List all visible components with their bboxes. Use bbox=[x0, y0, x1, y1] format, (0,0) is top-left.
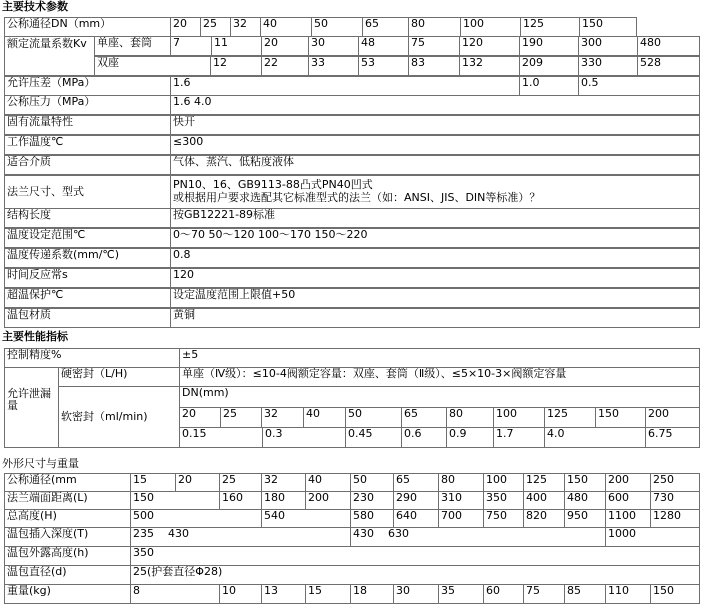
dn-value: 32 bbox=[230, 17, 261, 37]
total-height-value: 640 bbox=[393, 509, 439, 528]
total-height-value: 950 bbox=[564, 509, 606, 528]
kv-double-value: 209 bbox=[519, 56, 579, 76]
soft-seal-label: 软密封（ml/min) bbox=[58, 386, 180, 448]
size-dn-value: 150 bbox=[564, 473, 606, 492]
soft-dn-value: 200 bbox=[645, 407, 700, 428]
kv-double-value: 83 bbox=[408, 56, 460, 76]
bulb-material-value: 黄铜 bbox=[170, 308, 700, 328]
soft-dn-value: 125 bbox=[544, 407, 596, 428]
size-dn-value: 15 bbox=[130, 473, 176, 492]
flange-distance-value: 600 bbox=[605, 491, 651, 510]
dn-value: 125 bbox=[520, 17, 580, 37]
flange-distance-value: 730 bbox=[650, 491, 700, 510]
size-dn-value: 32 bbox=[261, 473, 306, 492]
temp-range-label: 温度设定范围℃ bbox=[4, 228, 171, 248]
total-height-value: 750 bbox=[483, 509, 524, 528]
pn-label: 公称压力（MPa） bbox=[4, 95, 171, 115]
allow-dp-value: 0.5 bbox=[578, 76, 700, 96]
soft-dn-value: 32 bbox=[261, 407, 304, 428]
section-title: 外形尺寸与重量 bbox=[2, 457, 79, 470]
weight-value: 18 bbox=[350, 584, 394, 604]
total-height-value: 580 bbox=[350, 509, 394, 528]
kv-double-value: 132 bbox=[459, 56, 520, 76]
dn-value: 20 bbox=[170, 17, 201, 37]
media-value: 气体、蒸汽、低粘度液体 bbox=[170, 155, 700, 175]
single-seat-label: 单座、套筒 bbox=[94, 36, 171, 56]
size-dn-value: 100 bbox=[483, 473, 524, 492]
flange-distance-value: 310 bbox=[438, 491, 484, 510]
kv-single-value: 75 bbox=[408, 36, 460, 56]
bulb-insert-value: 235 430 bbox=[130, 527, 351, 547]
flange-distance-value: 160 bbox=[219, 491, 262, 510]
weight-value: 110 bbox=[605, 584, 651, 604]
flow-char-label: 固有流量特性 bbox=[4, 115, 171, 135]
precision-label: 控制精度% bbox=[4, 348, 180, 368]
kv-double-value: 22 bbox=[261, 56, 309, 76]
weight-label: 重量(kg) bbox=[4, 584, 131, 604]
kv-double-value: 330 bbox=[578, 56, 638, 76]
flange-distance-value: 350 bbox=[483, 491, 524, 510]
bulb-exposed-value: 350 bbox=[130, 546, 700, 566]
flange-distance-value: 480 bbox=[564, 491, 606, 510]
soft-leak-value: 0.9 bbox=[446, 427, 494, 448]
kv-single-value: 48 bbox=[358, 36, 409, 56]
soft-dn-value: 20 bbox=[179, 407, 221, 428]
precision-value: ±5 bbox=[179, 348, 700, 368]
size-dn-value: 250 bbox=[650, 473, 700, 492]
soft-leak-value: 1.7 bbox=[493, 427, 545, 448]
weight-value: 30 bbox=[393, 584, 439, 604]
section-title: 主要性能指标 bbox=[2, 330, 68, 343]
weight-value: 10 bbox=[219, 584, 262, 604]
total-height-value: 1280 bbox=[650, 509, 700, 528]
soft-dn-value: 80 bbox=[446, 407, 494, 428]
dn-header: DN(mm) bbox=[179, 386, 700, 408]
temp-coef-value: 0.8 bbox=[170, 248, 700, 268]
weight-value: 13 bbox=[261, 584, 306, 604]
size-dn-value: 20 bbox=[175, 473, 220, 492]
hard-seal-value: 单座（Ⅳ级）：≤10-4阀额定容量：双座、套筒（Ⅱ级）、≤5×10-3×阀额定容量 bbox=[179, 367, 700, 387]
length-label: 结构长度 bbox=[4, 208, 171, 228]
total-height-value: 540 bbox=[261, 509, 351, 528]
bulb-diameter-label: 温包直径(d) bbox=[4, 565, 131, 585]
dn-value: 100 bbox=[460, 17, 521, 37]
bulb-insert-value: 430 630 bbox=[350, 527, 606, 547]
kv-single-value: 480 bbox=[637, 36, 700, 56]
kv-double-value: 12 bbox=[210, 56, 262, 76]
leak-label: 允许泄漏量 bbox=[4, 367, 59, 448]
kv-double-value: 53 bbox=[358, 56, 409, 76]
flange-distance-value: 400 bbox=[523, 491, 565, 510]
flange-label: 法兰尺寸、型式 bbox=[4, 175, 171, 209]
kv-single-value: 11 bbox=[211, 36, 262, 56]
dn-label: 公称通径DN（mm） bbox=[4, 17, 171, 37]
dn-value: 50 bbox=[311, 17, 363, 37]
total-height-value: 500 bbox=[130, 509, 262, 528]
flange-distance-label: 法兰端面距离(L) bbox=[4, 491, 131, 510]
soft-dn-value: 25 bbox=[220, 407, 262, 428]
total-height-label: 总高度(H) bbox=[4, 509, 131, 528]
size-dn-value: 65 bbox=[393, 473, 439, 492]
weight-value: 15 bbox=[305, 584, 351, 604]
bulb-insert-value: 1000 bbox=[605, 527, 700, 547]
work-temp-value: ≤300 bbox=[170, 135, 700, 155]
response-label: 时间反应常s bbox=[4, 268, 171, 288]
dn-value: 80 bbox=[408, 17, 461, 37]
kv-single-value: 30 bbox=[308, 36, 359, 56]
soft-leak-value: 0.15 bbox=[179, 427, 263, 448]
size-dn-value: 25 bbox=[219, 473, 262, 492]
total-height-value: 820 bbox=[523, 509, 565, 528]
kv-single-value: 7 bbox=[170, 36, 212, 56]
soft-dn-value: 40 bbox=[303, 407, 346, 428]
total-height-value: 700 bbox=[438, 509, 484, 528]
soft-leak-value: 0.45 bbox=[345, 427, 402, 448]
hard-seal-label: 硬密封（L/H) bbox=[58, 367, 180, 387]
bulb-diameter-value: 25(护套直径Φ28) bbox=[130, 565, 700, 585]
double-seat-label: 双座 bbox=[94, 56, 211, 76]
flange-value-line: 或根据用户要求选配其它标准型式的法兰（如：ANSI、JIS、DIN等标准）？ bbox=[173, 191, 541, 204]
kv-single-value: 300 bbox=[578, 36, 638, 56]
weight-value: 35 bbox=[438, 584, 484, 604]
bulb-material-label: 温包材质 bbox=[4, 308, 171, 328]
allow-dp-label: 允许压差（MPa） bbox=[4, 76, 171, 96]
allow-dp-value: 1.0 bbox=[519, 76, 579, 96]
kv-single-value: 20 bbox=[261, 36, 309, 56]
weight-value: 60 bbox=[483, 584, 524, 604]
weight-value: 150 bbox=[650, 584, 700, 604]
kv-label: 额定流量系数Kv bbox=[4, 36, 95, 76]
allow-dp-value: 1.6 bbox=[170, 76, 520, 96]
overtemp-value: 设定温度范围上限值+50 bbox=[170, 288, 700, 308]
kv-double-value: 33 bbox=[308, 56, 359, 76]
kv-single-value: 190 bbox=[519, 36, 579, 56]
pn-value: 1.6 4.0 bbox=[170, 95, 700, 115]
response-value: 120 bbox=[170, 268, 700, 288]
dn-value: 40 bbox=[260, 17, 312, 37]
dn-value: 150 bbox=[579, 17, 637, 37]
flange-distance-value: 290 bbox=[393, 491, 439, 510]
temp-coef-label: 温度传递系数(mm/℃) bbox=[4, 248, 171, 268]
size-dn-value: 50 bbox=[350, 473, 394, 492]
flange-distance-value: 180 bbox=[261, 491, 306, 510]
overtemp-label: 超温保护℃ bbox=[4, 288, 171, 308]
weight-value: 75 bbox=[523, 584, 565, 604]
bulb-insert-label: 温包插入深度(T) bbox=[4, 527, 131, 547]
bulb-exposed-label: 温包外露高度(h) bbox=[4, 546, 131, 566]
soft-leak-value: 6.75 bbox=[645, 427, 700, 448]
flange-distance-value: 230 bbox=[350, 491, 394, 510]
weight-value: 8 bbox=[130, 584, 220, 604]
temp-range-value: 0～70 50～120 100～170 150～220 bbox=[170, 228, 700, 248]
size-dn-value: 80 bbox=[438, 473, 484, 492]
soft-dn-value: 150 bbox=[595, 407, 646, 428]
size-dn-label: 公称通径(mm bbox=[4, 473, 131, 492]
soft-dn-value: 100 bbox=[493, 407, 545, 428]
size-dn-value: 125 bbox=[523, 473, 565, 492]
soft-leak-value: 0.6 bbox=[401, 427, 447, 448]
size-dn-value: 40 bbox=[305, 473, 351, 492]
soft-dn-value: 50 bbox=[345, 407, 402, 428]
flange-distance-value: 150 bbox=[130, 491, 220, 510]
flange-distance-value: 200 bbox=[305, 491, 351, 510]
length-value: 按GB12221-89标准 bbox=[170, 208, 700, 228]
size-dn-value: 200 bbox=[605, 473, 651, 492]
flow-char-value: 快开 bbox=[170, 115, 700, 135]
kv-double-value: 528 bbox=[637, 56, 700, 76]
dn-value: 25 bbox=[200, 17, 231, 37]
kv-single-value: 120 bbox=[459, 36, 520, 56]
soft-dn-value: 65 bbox=[401, 407, 447, 428]
media-label: 适合介质 bbox=[4, 155, 171, 175]
soft-leak-value: 0.3 bbox=[262, 427, 346, 448]
flange-value-line: PN10、16、GB9113-88凸式PN40凹式 bbox=[173, 178, 373, 191]
work-temp-label: 工作温度℃ bbox=[4, 135, 171, 155]
dn-value: 65 bbox=[362, 17, 409, 37]
weight-value: 85 bbox=[564, 584, 606, 604]
section-title: 主要技术参数 bbox=[2, 0, 68, 13]
soft-leak-value: 4.0 bbox=[544, 427, 646, 448]
flange-value bbox=[170, 175, 700, 209]
total-height-value: 1100 bbox=[605, 509, 651, 528]
